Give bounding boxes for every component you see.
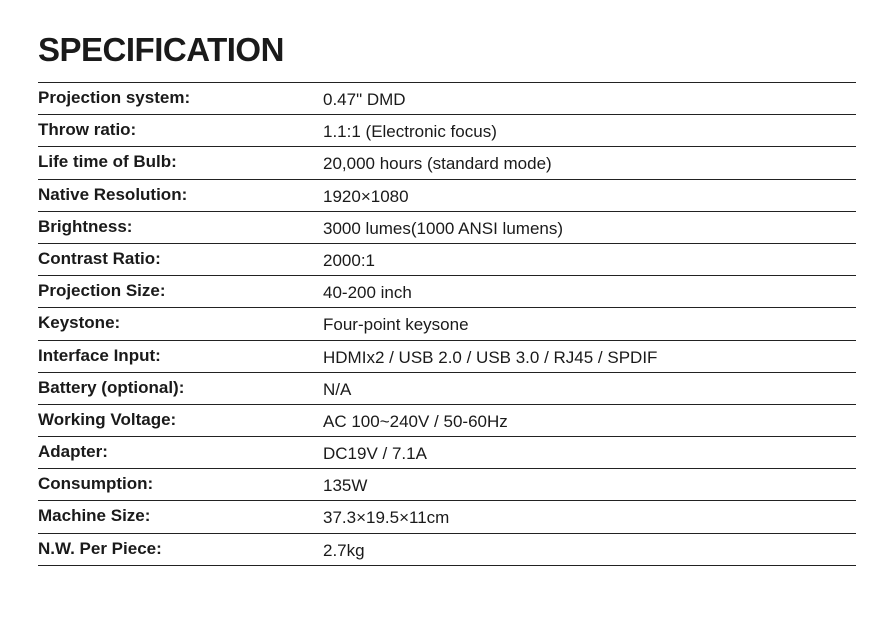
- spec-row-throw-ratio: [38, 115, 856, 147]
- spec-row-interface-input: [38, 341, 856, 373]
- spec-label: Throw ratio:: [38, 120, 137, 140]
- spec-row-native-resolution: [38, 180, 856, 212]
- spec-value: N/A: [323, 379, 352, 399]
- spec-row-working-voltage: [38, 405, 856, 437]
- spec-label: Consumption:: [38, 474, 154, 494]
- spec-label: Machine Size:: [38, 506, 151, 526]
- spec-row-brightness: [38, 212, 856, 244]
- spec-table: [38, 82, 856, 566]
- spec-label: Working Voltage:: [38, 409, 177, 429]
- spec-label: Contrast Ratio:: [38, 248, 161, 268]
- spec-row-net-weight: [38, 534, 856, 566]
- spec-row-battery: [38, 373, 856, 405]
- spec-label: Brightness:: [38, 216, 133, 236]
- spec-row-adapter: [38, 437, 856, 469]
- spec-value: 40-200 inch: [323, 283, 412, 303]
- spec-value: 0.47" DMD: [323, 90, 406, 109]
- spec-value: DC19V / 7.1A: [323, 444, 427, 464]
- spec-value: 2.7kg: [323, 540, 365, 560]
- spec-label: Interface Input:: [38, 345, 161, 365]
- spec-label: Battery (optional):: [38, 377, 185, 397]
- spec-value: 135W: [323, 476, 368, 496]
- spec-value: 20,000 hours (standard mode): [323, 154, 552, 174]
- spec-label: Life time of Bulb:: [38, 152, 177, 172]
- spec-label: Native Resolution:: [38, 184, 188, 204]
- spec-row-keystone: [38, 308, 856, 340]
- spec-value: 2000:1: [323, 250, 375, 270]
- spec-row-consumption: [38, 469, 856, 501]
- spec-label: Projection system:: [38, 88, 191, 107]
- spec-value: 3000 lumes(1000 ANSI lumens): [323, 218, 564, 238]
- spec-label: Keystone:: [38, 313, 121, 333]
- spec-value: Four-point keysone: [323, 315, 469, 335]
- spec-value: AC 100~240V / 50-60Hz: [323, 411, 508, 431]
- spec-row-bulb-life: [38, 147, 856, 179]
- spec-value: 1920×1080: [323, 186, 409, 206]
- spec-label: Projection Size:: [38, 281, 166, 301]
- spec-row-machine-size: [38, 501, 856, 533]
- page-title: SPECIFICATION: [38, 31, 284, 68]
- spec-row-projection-system: [38, 83, 856, 115]
- spec-row-projection-size: [38, 276, 856, 308]
- spec-value: HDMIx2 / USB 2.0 / USB 3.0 / RJ45 / SPDIF: [323, 347, 658, 367]
- spec-label: Adapter:: [38, 442, 108, 462]
- spec-label: N.W. Per Piece:: [38, 538, 162, 558]
- spec-value: 37.3×19.5×11cm: [323, 508, 450, 528]
- spec-value: 1.1:1 (Electronic focus): [323, 122, 497, 142]
- spec-row-contrast-ratio: [38, 244, 856, 276]
